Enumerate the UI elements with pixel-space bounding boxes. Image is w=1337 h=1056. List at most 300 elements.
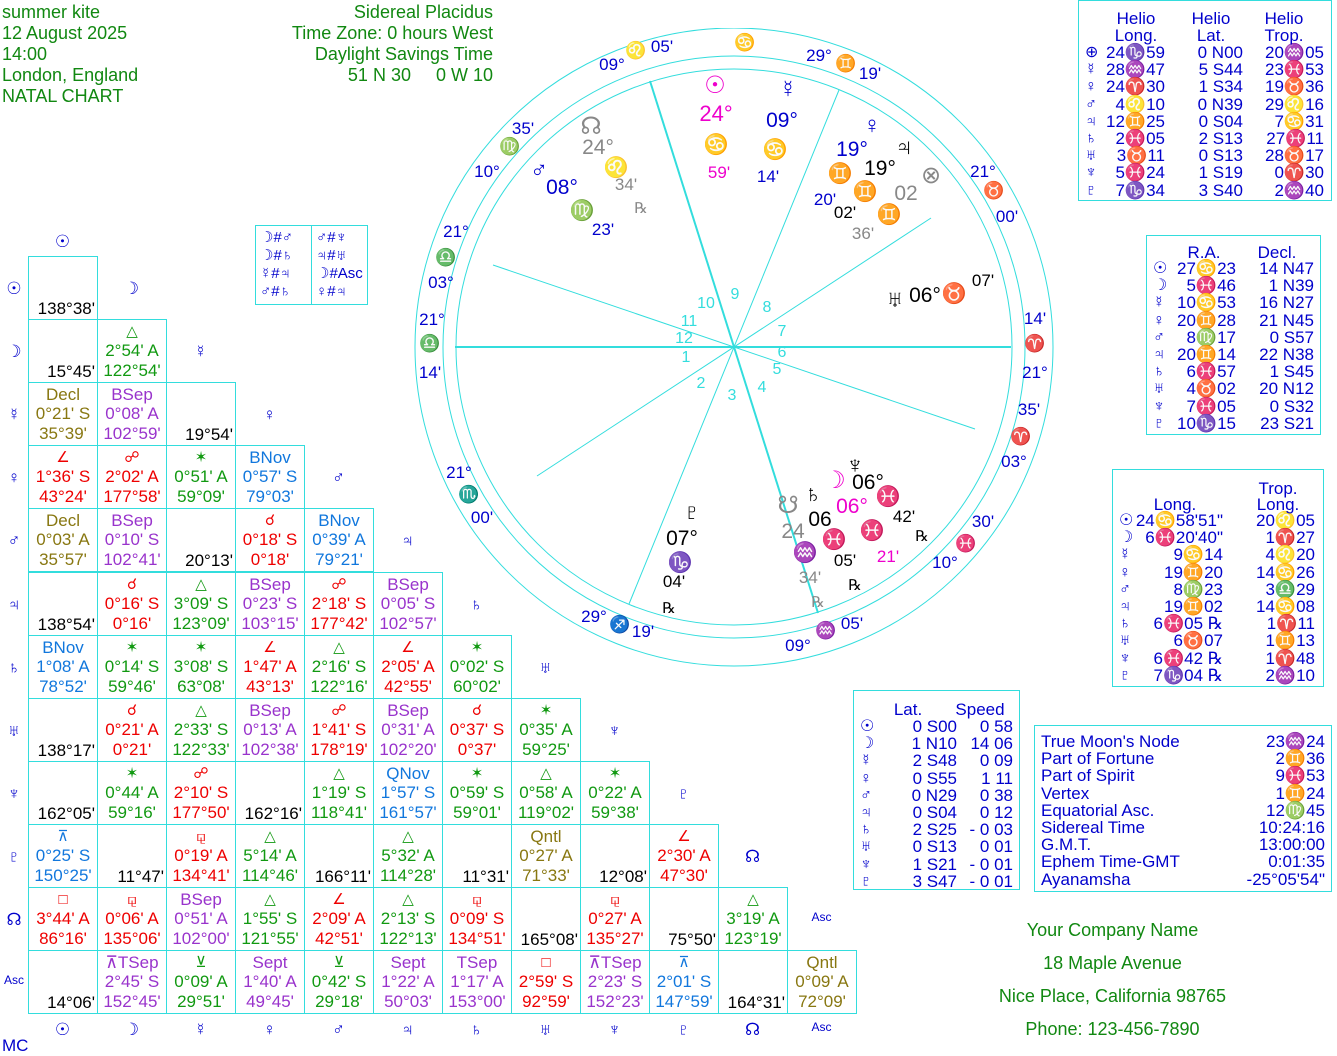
- aspect-angle: 102°38': [241, 739, 299, 759]
- aspect-angle: 161°57': [379, 802, 437, 822]
- aspect-orb: 0°51' A: [174, 467, 228, 487]
- company-address: [960, 920, 1265, 1052]
- table-row-glyph-icon: ♇: [860, 872, 872, 890]
- table-cell: 1 11: [981, 768, 1013, 788]
- table-row-glyph-icon: ☿: [1119, 546, 1131, 564]
- company-street: 18 Maple Avenue: [1043, 953, 1182, 973]
- table-row-glyph-icon: ♄: [1119, 615, 1131, 633]
- aspect-angle: 162°16': [244, 803, 302, 823]
- aspect-angle: 164°31': [727, 993, 785, 1013]
- point-label: Vertex: [1041, 783, 1090, 803]
- aspect-cell: [235, 572, 305, 636]
- planet-degree: 06: [808, 508, 832, 531]
- aspect-angle: 177°50': [172, 802, 230, 822]
- aspect-orb: 0°27' A: [519, 845, 573, 865]
- cusp-sign-icon: ♎: [419, 334, 441, 353]
- aspect-symbol: ∠: [332, 891, 346, 908]
- table-cell: 1♈27: [1265, 528, 1315, 548]
- aspect-cell: [442, 950, 512, 1014]
- planet-sign-icon: ♍: [569, 200, 595, 222]
- aspect-symbol: ✶: [470, 638, 484, 656]
- table-header: Helio: [1264, 9, 1304, 28]
- aspect-orb: 1°55' S: [242, 909, 298, 928]
- aspect-cell: [304, 950, 374, 1014]
- planet-glyph-icon: ☊: [580, 113, 602, 140]
- aspect-symbol: ⚼: [471, 891, 483, 908]
- chart-wheel: [414, 28, 1054, 668]
- aspect-symbol: ☍: [124, 449, 140, 467]
- helio-table: [1078, 0, 1332, 201]
- aspect-cell: [235, 950, 305, 1014]
- table-row-glyph-icon: ♂: [1119, 580, 1131, 598]
- planet-glyph-icon: ♄: [804, 481, 822, 508]
- planet-sign-icon: ♒: [792, 542, 818, 564]
- table-cell: 2♒40: [1274, 180, 1324, 200]
- aspect-angle: 59°46': [108, 676, 156, 696]
- aspect-cell: [373, 761, 443, 825]
- aspect-orb: 2°01' S: [656, 972, 712, 992]
- aspect-angle: 121°55': [241, 929, 299, 948]
- aspect-symbol: ⚼: [126, 891, 138, 908]
- aspect-symbol: BSep: [249, 574, 291, 594]
- aspect-cell: [28, 950, 98, 1014]
- aspect-legend-entry: ♃#♅: [316, 247, 347, 264]
- table-row-glyph-icon: ♀: [1153, 311, 1165, 329]
- table-cell: 24♑59: [1106, 43, 1165, 62]
- aspect-symbol: □: [58, 891, 68, 908]
- aspect-orb: 2°54' A: [105, 341, 159, 361]
- table-cell: 29♌16: [1265, 94, 1324, 114]
- aspect-symbol: ☌: [126, 575, 138, 593]
- aspect-cell: [97, 950, 167, 1014]
- aspect-symbol: ∠: [56, 449, 70, 467]
- table-row-glyph-icon: ♇: [1153, 414, 1165, 432]
- table-cell: 27♓11: [1266, 129, 1324, 148]
- table-row-glyph-icon: ♆: [1085, 164, 1097, 182]
- planet-degree: 07°: [666, 527, 698, 550]
- planet-glyph-icon: ♇: [683, 499, 701, 526]
- grid-col-glyph-icon: ☉: [54, 1020, 71, 1039]
- aspect-symbol: ⊻: [195, 954, 207, 972]
- table-cell: - 0 01: [969, 871, 1013, 891]
- aspect-cell: [28, 698, 98, 762]
- aspect-angle: 114°28': [379, 865, 437, 885]
- aspect-orb: 2°13' S: [380, 909, 436, 928]
- cusp-degree: 21°: [446, 463, 472, 482]
- planet-sign-icon: ♓: [821, 529, 847, 551]
- coordinates: 51 N 30 0 W 10: [347, 65, 493, 85]
- chart-points-table: [1034, 725, 1332, 892]
- aspect-orb: 0°02' S: [449, 656, 505, 676]
- aspect-symbol: Qntl: [806, 953, 838, 973]
- grid-row-glyph-icon: ♅: [7, 720, 21, 740]
- table-cell: 0 S13: [1198, 146, 1243, 166]
- aspect-symbol: ☍: [331, 575, 347, 593]
- table-row-glyph-icon: ♄: [1085, 130, 1097, 147]
- grid-diag-glyph-icon: ☊: [744, 846, 761, 866]
- table-cell: 2 S48: [912, 751, 957, 771]
- aspect-cell: [166, 698, 236, 762]
- house-number: 4: [757, 379, 767, 396]
- table-row-glyph-icon: ☿: [1153, 294, 1165, 312]
- aspect-angle: 47°30': [660, 865, 708, 885]
- table-header: Trop.: [1264, 26, 1304, 45]
- table-cell: 1♈48: [1265, 648, 1315, 668]
- aspect-angle: 0°37': [457, 739, 497, 759]
- aspect-orb: 0°42' S: [311, 972, 367, 992]
- aspect-symbol: ☌: [471, 701, 483, 719]
- grid-col-glyph-icon: ☽: [123, 1020, 140, 1039]
- aspect-orb: 2°18' S: [311, 593, 367, 613]
- aspect-angle: 114°46': [241, 865, 299, 885]
- table-header: Speed: [955, 700, 1005, 719]
- table-row-glyph-icon: ♀: [860, 769, 872, 787]
- cusp-degree: 29°: [806, 46, 832, 65]
- table-header: Decl.: [1257, 243, 1297, 262]
- aspect-cell: [511, 824, 581, 888]
- planet-minute: 36': [851, 224, 875, 243]
- aspect-cell: [580, 887, 650, 951]
- table-cell: 10♑15: [1177, 413, 1236, 433]
- table-row-glyph-icon: ♂: [1085, 95, 1097, 113]
- table-cell: 0 N00: [1197, 43, 1243, 62]
- table-row-glyph-icon: ♃: [1153, 346, 1165, 363]
- table-header: Trop.: [1258, 479, 1298, 498]
- planet-glyph-icon: ♂: [530, 157, 548, 184]
- aspect-angle: 92°59': [522, 992, 570, 1012]
- table-header: Helio: [1191, 9, 1231, 28]
- table-cell: 5♓46: [1186, 276, 1236, 296]
- aspect-orb: 0°37' S: [449, 719, 505, 739]
- planet-sign-icon: ♉: [941, 283, 967, 305]
- aspect-angle: 165°08': [520, 930, 578, 950]
- aspect-cell: [580, 950, 650, 1014]
- aspect-cell: [97, 761, 167, 825]
- table-header: Long.: [1256, 495, 1300, 514]
- cusp-sign-icon: ♈: [1024, 334, 1046, 353]
- table-cell: 28♒47: [1106, 60, 1165, 80]
- aspect-symbol: ✶: [470, 764, 484, 782]
- table-row-glyph-icon: ☽: [1119, 529, 1134, 547]
- aspect-angle: 35°57': [39, 550, 87, 570]
- aspect-angle: 102°59': [103, 424, 161, 444]
- planet-glyph-icon: ⊗: [920, 162, 942, 189]
- planet-minute: 05': [833, 551, 857, 570]
- aspect-angle: 0°16': [112, 613, 152, 633]
- point-value: 1♊24: [1275, 783, 1325, 803]
- table-cell: 2♒10: [1265, 665, 1315, 685]
- table-row-glyph-icon: ♄: [1153, 363, 1165, 381]
- aspect-symbol: ⊻: [333, 954, 345, 972]
- aspect-symbol: Sept: [252, 953, 288, 973]
- aspect-orb: 0°58' A: [519, 782, 573, 802]
- table-header: Long.: [1114, 26, 1158, 45]
- planet-degree: 06°: [852, 471, 884, 494]
- aspect-legend-entry: ☽#♂: [260, 229, 294, 246]
- aspect-symbol: △: [195, 701, 207, 719]
- point-label: Part of Fortune: [1041, 749, 1155, 769]
- planet-sign-icon: ♌: [603, 157, 629, 179]
- grid-col-glyph-icon: Asc: [811, 1020, 832, 1034]
- aspect-angle: 138°38': [37, 299, 95, 319]
- aspect-symbol: ∠: [401, 638, 415, 656]
- grid-row-glyph-icon: Asc: [3, 973, 24, 988]
- grid-row-glyph-icon: ♀: [7, 468, 21, 488]
- table-cell: 0 38: [979, 785, 1013, 805]
- cusp-sign-icon: ♓: [955, 534, 977, 553]
- aspect-symbol: Sept: [390, 953, 426, 973]
- table-cell: 5 S44: [1198, 60, 1243, 80]
- aspect-angle: 42°51': [315, 929, 363, 948]
- table-cell: 2 S13: [1198, 129, 1243, 148]
- aspect-symbol: △: [264, 891, 276, 908]
- aspect-cell: [97, 508, 167, 572]
- grid-diag-glyph-icon: ♃: [401, 531, 414, 551]
- aspect-angle: 43°13': [246, 676, 294, 696]
- house-number: 5: [772, 361, 782, 378]
- grid-col-glyph-icon: ♀: [263, 1020, 276, 1039]
- planet-glyph-icon: ☿: [779, 76, 797, 103]
- aspect-cell: [235, 508, 305, 572]
- table-header: Lat.: [1196, 26, 1226, 45]
- table-cell: 20♒05: [1265, 43, 1324, 62]
- table-cell: 1 S21: [912, 854, 957, 874]
- aspect-angle: 102°41': [103, 550, 161, 570]
- aspect-symbol: BSep: [387, 700, 429, 720]
- aspect-cell: [28, 256, 98, 320]
- aspect-cell: [166, 508, 236, 572]
- company-city: Nice Place, California 98765: [998, 986, 1227, 1006]
- point-value: 2♊36: [1275, 749, 1325, 769]
- house-number: 1: [681, 349, 691, 366]
- table-cell: 0 N29: [911, 785, 957, 805]
- planet-glyph-icon: ☽: [824, 467, 846, 494]
- aspect-cell: [166, 887, 236, 951]
- aspect-orb: 1°22' A: [381, 972, 435, 992]
- aspect-angle: 150°25': [34, 865, 92, 885]
- aspect-angle: 15°45': [47, 362, 95, 382]
- aspect-angle: 119°02': [517, 802, 575, 822]
- aspect-cell: [442, 824, 512, 888]
- table-cell: 1♊13: [1265, 631, 1315, 651]
- grid-row-glyph-icon: ☉: [6, 279, 22, 298]
- aspect-angle: 122°16': [310, 676, 368, 696]
- grid-row-glyph-icon: ♇: [7, 846, 21, 866]
- aspect-cell: [166, 572, 236, 636]
- aspect-symbol: ✶: [539, 701, 553, 719]
- planet-sign-icon: ♊: [827, 163, 853, 185]
- cusp-sign-icon: ♎: [435, 248, 457, 267]
- aspect-cell: [373, 572, 443, 636]
- aspect-cell: [511, 887, 581, 951]
- point-value: 13:00:00: [1258, 835, 1325, 855]
- planet-glyph-icon: ☉: [704, 72, 726, 99]
- table-header: Long.: [1153, 495, 1197, 514]
- aspect-angle: 0°21': [112, 739, 152, 759]
- cusp-sign-icon: ♌: [625, 41, 647, 60]
- aspect-orb: 2°10' S: [173, 782, 229, 802]
- table-cell: 20♊14: [1177, 345, 1236, 364]
- point-label: True Moon's Node: [1041, 732, 1180, 751]
- aspect-cell: [373, 824, 443, 888]
- aspect-angle: 135°27': [586, 929, 644, 948]
- aspect-symbol: △: [747, 891, 759, 908]
- table-cell: 12♊25: [1106, 111, 1165, 131]
- cusp-sign-icon: ♏: [458, 485, 480, 504]
- table-cell: 24♈30: [1106, 77, 1165, 97]
- aspect-symbol: △: [333, 638, 345, 656]
- point-value: 0:01:35: [1268, 852, 1325, 872]
- grid-col-glyph-icon: ☊: [744, 1020, 761, 1039]
- aspect-symbol: △: [126, 323, 138, 341]
- aspect-orb: 2°30' A: [657, 845, 711, 865]
- table-cell: 7♓05: [1186, 396, 1236, 416]
- table-cell: 0 S55: [912, 768, 957, 788]
- table-cell: 22 N38: [1259, 345, 1314, 364]
- table-cell: 0 S32: [1269, 396, 1314, 416]
- aspect-angle: 102°20': [379, 739, 437, 759]
- aspect-cell: [511, 761, 581, 825]
- aspect-symbol: △: [333, 764, 345, 782]
- aspect-symbol: TSep: [456, 953, 498, 973]
- aspect-angle: 11°47': [117, 866, 164, 886]
- aspect-orb: 1°57' S: [380, 782, 436, 802]
- planet-sign-icon: ♋: [703, 134, 729, 156]
- aspect-orb: 0°06' A: [105, 909, 159, 928]
- aspect-orb: 0°23' S: [242, 593, 298, 613]
- aspect-cell: [511, 698, 581, 762]
- aspect-cell: [649, 950, 719, 1014]
- grid-col-glyph-icon: ♆: [608, 1020, 621, 1039]
- cusp-minute: 21°: [970, 162, 996, 181]
- aspect-angle: 78°52': [39, 676, 87, 696]
- planet-sign-icon: ♊: [852, 181, 878, 203]
- aspect-orb: 0°21' A: [105, 719, 159, 739]
- point-label: Part of Spirit: [1041, 766, 1135, 786]
- table-cell: 8♍17: [1186, 327, 1236, 347]
- aspect-angle: 63°08': [177, 676, 225, 696]
- aspect-angle: 122°13': [379, 929, 437, 948]
- aspect-orb: 2°09' A: [312, 909, 366, 928]
- table-row-glyph-icon: ☉: [1153, 260, 1168, 277]
- cusp-sign-icon: ♍: [499, 137, 521, 156]
- aspect-angle: 35°39': [39, 424, 87, 444]
- point-value: -25°05'54": [1246, 869, 1325, 889]
- table-cell: 7♑04 ℞: [1153, 665, 1223, 685]
- aspect-angle: 102°00': [172, 929, 230, 948]
- table-cell: 0 01: [979, 837, 1013, 857]
- aspect-symbol: ⊼TSep: [588, 953, 642, 973]
- table-cell: 27♋23: [1177, 259, 1236, 278]
- table-cell: 0 09: [979, 751, 1013, 771]
- aspect-angle: 177°58': [103, 487, 161, 507]
- aspect-symbol: Qntl: [530, 826, 562, 846]
- table-row-glyph-icon: ♂: [1153, 328, 1165, 346]
- table-row-glyph-icon: ♄: [860, 821, 872, 839]
- grid-col-glyph-icon: ♇: [677, 1020, 690, 1039]
- table-cell: 5♓24: [1115, 163, 1165, 183]
- aspect-symbol: ☌: [264, 512, 276, 530]
- planet-glyph-icon: ♆: [846, 452, 864, 479]
- aspect-orb: 0°31' A: [381, 719, 435, 739]
- table-cell: 24♋58'51": [1135, 511, 1223, 530]
- table-row-glyph-icon: ♅: [1085, 147, 1097, 165]
- planet-glyph-icon: ☋: [777, 492, 799, 519]
- aspect-legend-entry: ♂#♄: [260, 283, 291, 300]
- aspect-angle: 0°18': [250, 550, 290, 570]
- grid-col-glyph-icon: ♅: [539, 1020, 552, 1039]
- planet-degree: 19°: [864, 157, 896, 180]
- table-cell: 7♋31: [1274, 111, 1324, 131]
- aspect-angle: 20°13': [185, 551, 233, 571]
- aspect-orb: 0°10' S: [104, 530, 160, 550]
- aspect-angle: 122°54': [103, 361, 161, 381]
- planet-degree: 06°: [909, 284, 941, 307]
- table-row-glyph-icon: ♇: [1119, 666, 1131, 684]
- table-cell: 2♓05: [1115, 129, 1165, 148]
- aspect-orb: 2°23' S: [587, 972, 643, 992]
- aspect-orb: 0°16' S: [104, 593, 160, 613]
- aspect-angle: 59°25': [522, 739, 570, 759]
- house-number: 12: [675, 330, 693, 347]
- planet-degree: 19°: [836, 138, 868, 161]
- aspect-symbol: △: [264, 827, 276, 845]
- cusp-degree: 21°: [1022, 363, 1048, 382]
- aspect-cell: [235, 698, 305, 762]
- grid-diag-glyph-icon: ♄: [470, 594, 483, 614]
- grid-row-glyph-icon: MC: [2, 1036, 29, 1056]
- table-cell: 0 12: [979, 803, 1013, 822]
- grid-diag-glyph-icon: ♀: [263, 405, 276, 425]
- table-cell: 19♊02: [1164, 597, 1223, 616]
- aspect-cell: [442, 761, 512, 825]
- aspect-cell: [442, 635, 512, 699]
- house-number: 6: [777, 344, 787, 361]
- aspect-angle: 122°33': [172, 739, 230, 759]
- cusp-sign-icon: ♉: [983, 181, 1005, 200]
- aspect-angle: 50°03': [384, 992, 432, 1012]
- table-row-glyph-icon: ♅: [1119, 632, 1131, 650]
- planet-minute: 20': [813, 190, 837, 209]
- aspect-cell: [373, 635, 443, 699]
- aspect-cell: [235, 445, 305, 509]
- aspect-symbol: ⊼: [678, 954, 690, 972]
- aspect-orb: 0°25' S: [35, 845, 91, 865]
- aspect-cell: [580, 824, 650, 888]
- aspect-cell: [166, 635, 236, 699]
- aspect-angle: 86°16': [39, 929, 87, 948]
- point-label: Sidereal Time: [1041, 818, 1145, 837]
- aspect-cell: [97, 382, 167, 446]
- aspect-symbol: BSep: [387, 574, 429, 594]
- table-row-glyph-icon: ♂: [860, 786, 872, 804]
- aspect-orb: 0°22' A: [588, 782, 642, 802]
- aspect-angle: 42°55': [384, 676, 432, 696]
- planet-minute: 34': [614, 175, 638, 194]
- cusp-degree: 03°: [1001, 452, 1027, 471]
- aspect-orb: 0°44' A: [105, 782, 159, 802]
- aspect-orb: 0°13' A: [243, 719, 297, 739]
- aspect-angle: 12°08': [599, 866, 647, 886]
- cusp-sign-icon: ♊: [835, 54, 857, 73]
- grid-diag-glyph-icon: ♂: [332, 468, 345, 488]
- table-row-glyph-icon: ☽: [860, 735, 875, 753]
- aspect-angle: 178°19': [310, 739, 368, 759]
- aspect-symbol: BSep: [111, 511, 153, 531]
- aspect-angle: 123°19': [724, 929, 782, 948]
- planet-minute: 23': [591, 220, 615, 239]
- aspect-angle: 79°03': [246, 487, 294, 507]
